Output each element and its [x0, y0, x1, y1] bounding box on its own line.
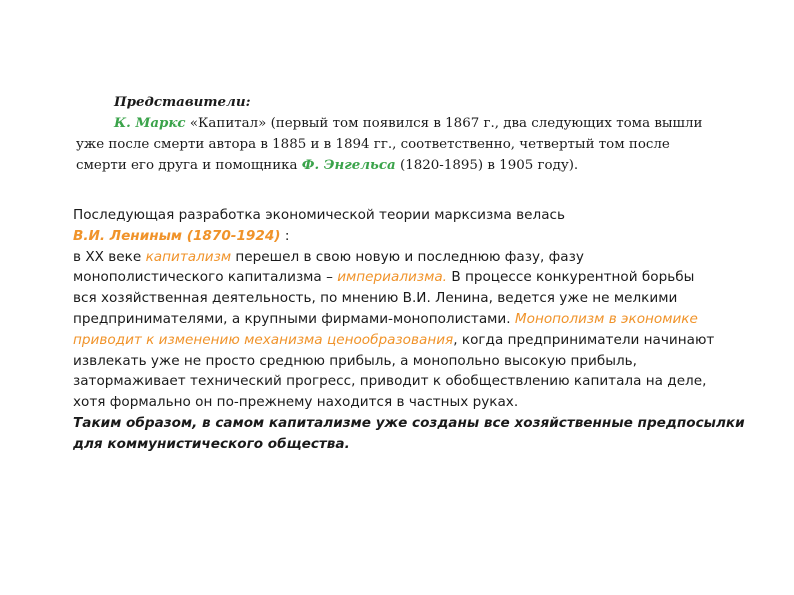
marx-text-1: «Капитал» (первый том появился в 1867 г., два следующих тома вышли уже после смерти автора в 1885 и в 1894 гг., соответственно, четвертый том после смерти его друга и помощника: [76, 116, 703, 173]
lenin-name: В.И. Лениным (1870-1924): [73, 227, 281, 244]
lenin-line-6: [73, 309, 773, 330]
lenin-line-4b: В процессе конкурентной борьбы: [447, 269, 695, 286]
lenin-line-7b: , когда предприниматели начинают: [453, 331, 715, 348]
marx-name: К. Маркс: [114, 115, 186, 131]
lenin-line-1: Последующая разработка экономической теории марксизма велась: [73, 207, 566, 223]
conclusion-line-2: для коммунистического общества.: [73, 435, 350, 452]
capitalism-term: капитализм: [145, 248, 232, 265]
lenin-block: [73, 205, 773, 455]
lenin-line-9: затормаживает технический прогресс, приводит к обобществлению капитала на деле,: [73, 373, 707, 390]
monopoly-phrase-1: Монополизм в экономике: [514, 310, 698, 327]
lenin-line-5: вся хозяйственная деятельность, по мнению В.И. Ленина, ведется уже не мелкими: [73, 290, 678, 307]
lenin-line-3b: перешел в свою новую и последнюю фазу, фазу: [231, 248, 584, 265]
conclusion-line-1: Таким образом, в самом капитализме уже созданы все хозяйственные предпосылки: [73, 414, 745, 431]
lenin-line-8: извлекать уже не просто среднюю прибыль, а монопольно высокую прибыль,: [73, 352, 638, 369]
engels-name: Ф. Энгельса: [301, 157, 396, 173]
lenin-line-3a: в XX веке: [73, 248, 146, 265]
imperialism-term: империализма.: [337, 269, 447, 286]
representatives-heading: Представители:: [114, 94, 251, 110]
lenin-line-4a: монополистического капитализма –: [73, 269, 338, 286]
intro-block: [76, 92, 716, 176]
lenin-colon: :: [280, 227, 290, 244]
lenin-line-2: [73, 226, 773, 247]
marx-text-2: (1820-1895) в 1905 году).: [395, 158, 579, 173]
marx-paragraph: [76, 113, 716, 176]
lenin-line-6a: предпринимателями, а крупными фирмами-монополистами.: [73, 310, 515, 327]
lenin-line-3: [73, 247, 773, 268]
lenin-line-10: хотя формально он по-прежнему находится в частных руках.: [73, 394, 519, 411]
lenin-line-7: [73, 330, 773, 351]
lenin-line-4: [73, 267, 773, 288]
monopoly-phrase-2: приводит к изменению механизма ценообразования: [73, 331, 454, 348]
